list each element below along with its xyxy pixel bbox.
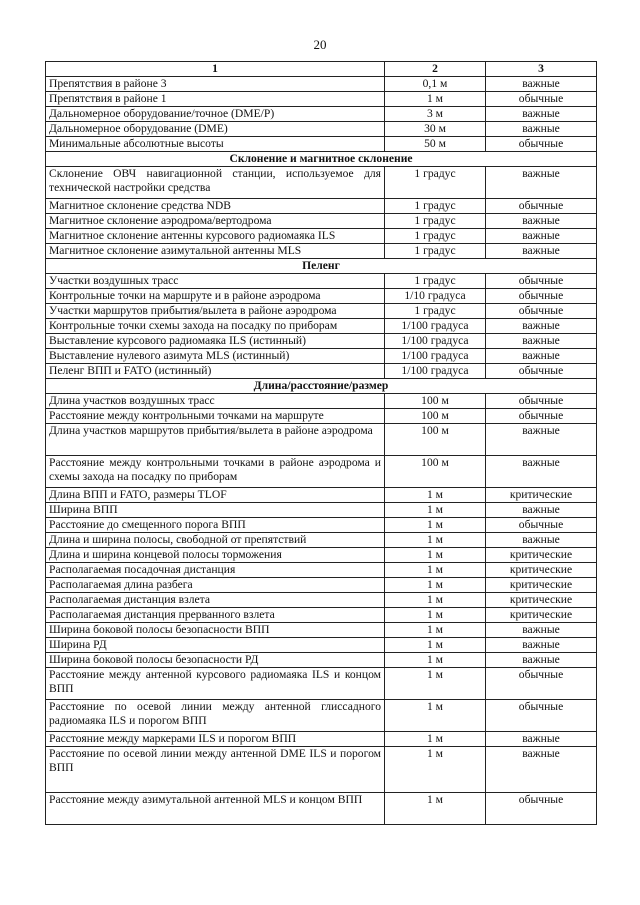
table-row: [46, 199, 597, 214]
row-name-cell: Контрольные точки на маршруте и в районе аэродрома: [46, 289, 385, 304]
row-class-cell: важные: [486, 424, 597, 456]
row-class-cell: обычные: [486, 364, 597, 379]
row-resolution-cell: 1 м: [385, 700, 486, 732]
table-row: [46, 732, 597, 747]
row-resolution-cell: 1 градус: [385, 244, 486, 259]
table-row: [46, 563, 597, 578]
row-resolution-cell: 1 м: [385, 668, 486, 700]
row-resolution-cell: 1 м: [385, 638, 486, 653]
row-resolution-cell: 1 градус: [385, 199, 486, 214]
row-resolution-cell: 1 м: [385, 548, 486, 563]
row-name-cell: Дальномерное оборудование/точное (DME/P): [46, 107, 385, 122]
table-row: [46, 244, 597, 259]
row-resolution-cell: 1 градус: [385, 304, 486, 319]
row-class-cell: критические: [486, 608, 597, 623]
row-name-cell: Расстояние между контрольными точками в районе аэродрома и схемы захода на посадку по приборам: [46, 456, 385, 488]
row-class-cell: критические: [486, 593, 597, 608]
row-name-cell: Расстояние между антенной курсового радиомаяка ILS и концом ВПП: [46, 668, 385, 700]
row-class-cell: критические: [486, 563, 597, 578]
page-number: 20: [313, 37, 327, 52]
row-name-cell: Расстояние между маркерами ILS и порогом ВПП: [46, 732, 385, 747]
row-resolution-cell: 100 м: [385, 424, 486, 456]
row-name-cell: Минимальные абсолютные высоты: [46, 137, 385, 152]
row-name-cell: Магнитное склонение аэродрома/вертодрома: [46, 214, 385, 229]
table-body: [46, 77, 597, 825]
row-resolution-cell: 1 м: [385, 533, 486, 548]
row-class-cell: важные: [486, 653, 597, 668]
row-resolution-cell: 1/100 градуса: [385, 349, 486, 364]
row-name-cell: Ширина ВПП: [46, 503, 385, 518]
row-class-cell: важные: [486, 638, 597, 653]
section-bearing: [46, 259, 597, 274]
row-class-cell: обычные: [486, 668, 597, 700]
table-row: [46, 137, 597, 152]
table-header-row: [46, 62, 597, 77]
row-resolution-cell: 1 м: [385, 623, 486, 638]
row-resolution-cell: 1/100 градуса: [385, 364, 486, 379]
row-name-cell: Длина ВПП и FATO, размеры TLOF: [46, 488, 385, 503]
table-row: [46, 319, 597, 334]
row-name-cell: Расстояние по осевой линии между антенной DME ILS и порогом ВПП: [46, 747, 385, 793]
row-name-cell: Пеленг ВПП и FATO (истинный): [46, 364, 385, 379]
row-name-cell: Расстояние между азимутальной антенной MLS и концом ВПП: [46, 793, 385, 825]
row-resolution-cell: 1 м: [385, 593, 486, 608]
row-name-cell: Выставление нулевого азимута MLS (истинный): [46, 349, 385, 364]
row-resolution-cell: 1 м: [385, 747, 486, 793]
table-row: [46, 623, 597, 638]
section-declination: [46, 152, 597, 167]
table-row: [46, 608, 597, 623]
row-class-cell: обычные: [486, 793, 597, 825]
table-row: [46, 578, 597, 593]
row-name-cell: Препятствия в районе 1: [46, 92, 385, 107]
row-class-cell: обычные: [486, 92, 597, 107]
row-class-cell: важные: [486, 533, 597, 548]
row-resolution-cell: 1/100 градуса: [385, 334, 486, 349]
row-resolution-cell: 1/10 градуса: [385, 289, 486, 304]
row-name-cell: Выставление курсового радиомаяка ILS (истинный): [46, 334, 385, 349]
row-name-cell: Участки маршрутов прибытия/вылета в районе аэродрома: [46, 304, 385, 319]
table-row: [46, 289, 597, 304]
row-resolution-cell: 1 м: [385, 732, 486, 747]
row-name-cell: Длина участков маршрутов прибытия/вылета в районе аэродрома: [46, 424, 385, 456]
row-resolution-cell: 100 м: [385, 409, 486, 424]
table-row: [46, 488, 597, 503]
table-row: [46, 304, 597, 319]
row-class-cell: важные: [486, 167, 597, 199]
row-resolution-cell: 100 м: [385, 456, 486, 488]
table-row: [46, 456, 597, 488]
table-row: [46, 747, 597, 793]
row-name-cell: Ширина боковой полосы безопасности РД: [46, 653, 385, 668]
row-name-cell: Длина участков воздушных трасс: [46, 394, 385, 409]
row-resolution-cell: 30 м: [385, 122, 486, 137]
row-class-cell: важные: [486, 229, 597, 244]
table-row: [46, 274, 597, 289]
row-class-cell: важные: [486, 107, 597, 122]
row-class-cell: обычные: [486, 137, 597, 152]
row-resolution-cell: 1 м: [385, 653, 486, 668]
table-row: [46, 122, 597, 137]
table-row: [46, 548, 597, 563]
row-name-cell: Располагаемая дистанция прерванного взлета: [46, 608, 385, 623]
row-name-cell: Расстояние до смещенного порога ВПП: [46, 518, 385, 533]
row-resolution-cell: 1 м: [385, 488, 486, 503]
header-col-3: 3: [486, 62, 597, 77]
table-row: [46, 518, 597, 533]
header-col-1: 1: [46, 62, 385, 77]
row-name-cell: Длина и ширина концевой полосы торможения: [46, 548, 385, 563]
table-row: [46, 638, 597, 653]
row-resolution-cell: 1 м: [385, 793, 486, 825]
row-class-cell: важные: [486, 456, 597, 488]
section-heading: Длина/расстояние/размер: [46, 379, 597, 394]
row-resolution-cell: 1 м: [385, 92, 486, 107]
table-row: [46, 107, 597, 122]
row-class-cell: важные: [486, 623, 597, 638]
table-row: [46, 364, 597, 379]
row-name-cell: Препятствия в районе 3: [46, 77, 385, 92]
row-class-cell: важные: [486, 122, 597, 137]
row-resolution-cell: 1 градус: [385, 229, 486, 244]
row-class-cell: критические: [486, 548, 597, 563]
row-resolution-cell: 1 м: [385, 518, 486, 533]
row-name-cell: Контрольные точки схемы захода на посадку по приборам: [46, 319, 385, 334]
data-table: [45, 61, 597, 825]
table-row: [46, 653, 597, 668]
row-class-cell: критические: [486, 578, 597, 593]
row-resolution-cell: 1/100 градуса: [385, 319, 486, 334]
row-class-cell: обычные: [486, 394, 597, 409]
row-name-cell: Склонение ОВЧ навигационной станции, используемое для технической настройки средства: [46, 167, 385, 199]
row-name-cell: Участки воздушных трасс: [46, 274, 385, 289]
row-name-cell: Ширина РД: [46, 638, 385, 653]
row-class-cell: критические: [486, 488, 597, 503]
row-name-cell: Расстояние по осевой линии между антенной глиссадного радиомаяка ILS и порогом ВПП: [46, 700, 385, 732]
row-class-cell: важные: [486, 244, 597, 259]
row-class-cell: обычные: [486, 274, 597, 289]
row-class-cell: важные: [486, 747, 597, 793]
section-length: [46, 379, 597, 394]
row-name-cell: Располагаемая дистанция взлета: [46, 593, 385, 608]
row-resolution-cell: 1 градус: [385, 274, 486, 289]
row-resolution-cell: 3 м: [385, 107, 486, 122]
row-name-cell: Магнитное склонение антенны курсового радиомаяка ILS: [46, 229, 385, 244]
table-row: [46, 349, 597, 364]
row-name-cell: Располагаемая длина разбега: [46, 578, 385, 593]
table-row: [46, 167, 597, 199]
row-name-cell: Ширина боковой полосы безопасности ВПП: [46, 623, 385, 638]
table-row: [46, 668, 597, 700]
row-class-cell: обычные: [486, 518, 597, 533]
table-row: [46, 593, 597, 608]
section-heading: Пеленг: [46, 259, 597, 274]
row-name-cell: Располагаемая посадочная дистанция: [46, 563, 385, 578]
table-row: [46, 77, 597, 92]
table-row: [46, 424, 597, 456]
row-name-cell: Магнитное склонение азимутальной антенны MLS: [46, 244, 385, 259]
table-row: [46, 92, 597, 107]
row-resolution-cell: 100 м: [385, 394, 486, 409]
table-row: [46, 214, 597, 229]
row-class-cell: важные: [486, 503, 597, 518]
row-class-cell: обычные: [486, 700, 597, 732]
row-class-cell: важные: [486, 732, 597, 747]
row-name-cell: Магнитное склонение средства NDB: [46, 199, 385, 214]
row-resolution-cell: 1 м: [385, 608, 486, 623]
row-resolution-cell: 1 м: [385, 563, 486, 578]
row-name-cell: Дальномерное оборудование (DME): [46, 122, 385, 137]
row-class-cell: важные: [486, 349, 597, 364]
table-row: [46, 533, 597, 548]
table-row: [46, 700, 597, 732]
row-resolution-cell: 0,1 м: [385, 77, 486, 92]
table-row: [46, 334, 597, 349]
row-resolution-cell: 1 градус: [385, 214, 486, 229]
row-class-cell: обычные: [486, 409, 597, 424]
row-resolution-cell: 1 м: [385, 578, 486, 593]
row-class-cell: важные: [486, 214, 597, 229]
table-row: [46, 409, 597, 424]
table-row: [46, 793, 597, 825]
row-class-cell: важные: [486, 319, 597, 334]
header-col-2: 2: [385, 62, 486, 77]
row-resolution-cell: 50 м: [385, 137, 486, 152]
row-class-cell: важные: [486, 77, 597, 92]
table-row: [46, 394, 597, 409]
table-row: [46, 229, 597, 244]
row-resolution-cell: 1 м: [385, 503, 486, 518]
section-heading: Склонение и магнитное склонение: [46, 152, 597, 167]
row-name-cell: Расстояние между контрольными точками на маршруте: [46, 409, 385, 424]
row-class-cell: важные: [486, 334, 597, 349]
row-resolution-cell: 1 градус: [385, 167, 486, 199]
row-class-cell: обычные: [486, 199, 597, 214]
row-class-cell: обычные: [486, 304, 597, 319]
table-row: [46, 503, 597, 518]
row-name-cell: Длина и ширина полосы, свободной от препятствий: [46, 533, 385, 548]
row-class-cell: обычные: [486, 289, 597, 304]
